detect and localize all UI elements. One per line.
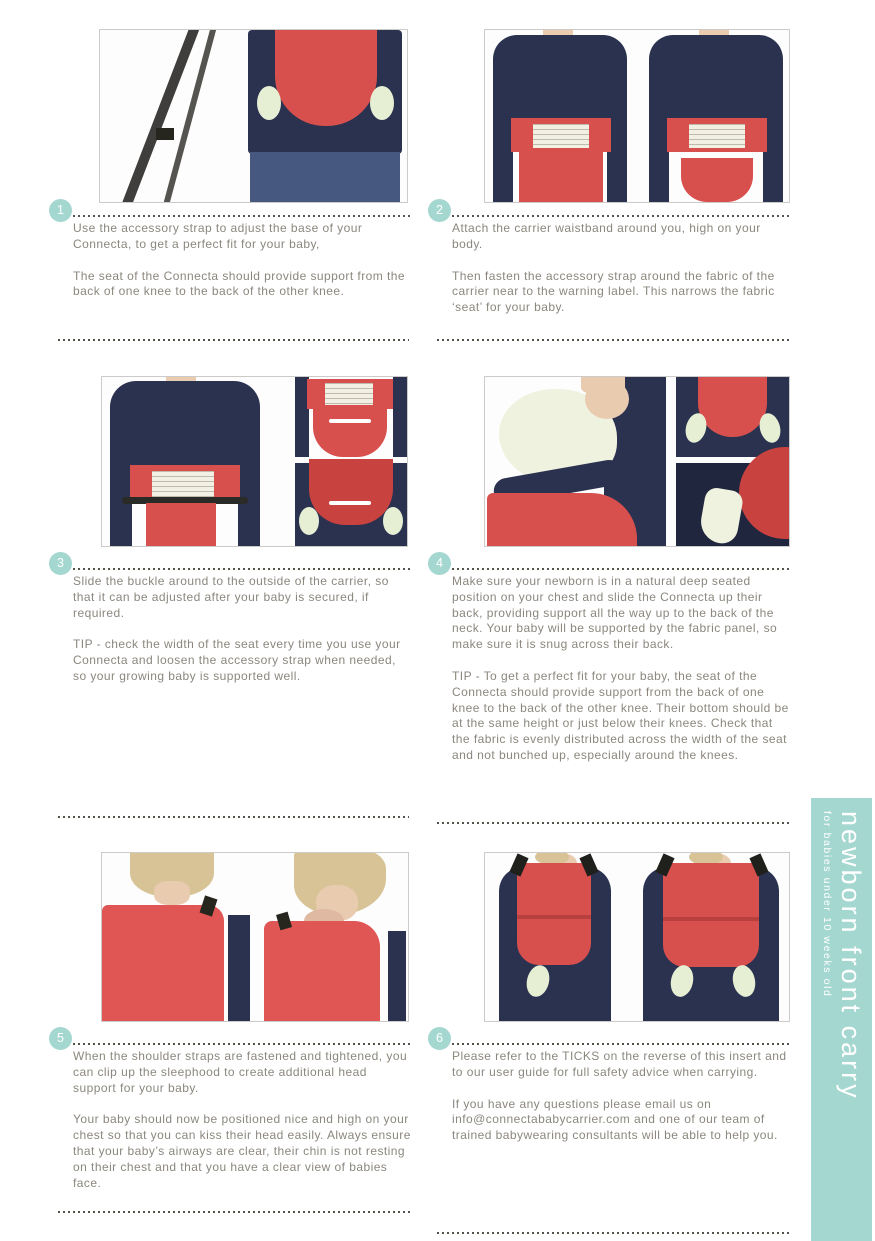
seat-width-marker [329, 419, 371, 423]
step-1-number-badge: 1 [49, 199, 72, 222]
sleephood-fold-figure [517, 915, 591, 919]
arm-figure [493, 120, 513, 202]
warning-label-figure [689, 124, 745, 148]
step-3-photo [101, 376, 408, 547]
sidebar-banner [811, 798, 872, 1241]
dotted-rule [437, 1232, 791, 1234]
arm-figure [388, 931, 406, 1021]
dotted-rule [73, 215, 410, 217]
step-3-paragraph-2: TIP - check the width of the seat every time you use your Connecta and loosen the accessory strap when needed, so your growing baby is supported well. [73, 637, 401, 683]
step-4-text [452, 574, 792, 780]
page-subtitle: for babies under 10 weeks old [821, 811, 833, 998]
carrier-panel-figure [102, 905, 224, 1021]
carrier-fabric-figure [519, 150, 603, 202]
step-2-paragraph-1: Attach the carrier waistband around you, high on your body. [452, 221, 761, 251]
step-2-photo [484, 29, 790, 203]
carrier-fabric-figure [487, 493, 637, 546]
dotted-rule [58, 816, 409, 818]
warning-label-figure [533, 124, 589, 148]
carrier-panel-figure [517, 863, 591, 965]
step-3-text [73, 574, 411, 701]
baby-foot-figure [370, 86, 394, 120]
carrier-bundle-figure [275, 29, 377, 126]
step-3-paragraph-1: Slide the buckle around to the outside of the carrier, so that it can be adjusted after your baby is secured, if required. [73, 574, 389, 620]
step-5-number-badge: 5 [49, 1027, 72, 1050]
step-4-paragraph-2: TIP - To get a perfect fit for your baby, the seat of the Connecta should provide support from the back of one knee to the back of the other knee. Their bottom should be at the same height or just below their knees. Check that the fabric is evenly distributed across the width of the seat and not bunched up, especially around the knees. [452, 668, 789, 762]
step-1-paragraph-1: Use the accessory strap to adjust the base of your Connecta, to get a perfect fit for your baby, [73, 221, 363, 251]
jeans-figure [250, 152, 400, 202]
dotted-rule [437, 339, 791, 341]
step-6-photo [484, 852, 790, 1022]
step-5 [48, 852, 411, 1222]
dotted-rule [73, 1043, 410, 1045]
warning-label-figure [152, 471, 214, 497]
dotted-rule [452, 1043, 791, 1045]
dotted-rule [452, 215, 791, 217]
step-1-text [73, 221, 411, 316]
dotted-rule [437, 822, 791, 824]
step-4-paragraph-1: Make sure your newborn is in a natural deep seated position on your chest and slide the Connecta up their back, providing support all the way up to the back of the neck. Your baby will be supported by the fabric panel, so make sure it is snug across their back. [452, 574, 778, 652]
step-1-photo [99, 29, 408, 203]
carrier-fabric-figure [146, 503, 216, 546]
step-1-paragraph-2: The seat of the Connecta should provide support from the back of one knee to the back of the other knee. [73, 268, 406, 299]
step-6-number-badge: 6 [428, 1027, 451, 1050]
dotted-rule [73, 568, 410, 570]
step-6-paragraph-1: Please refer to the TICKS on the reverse of this insert and to our user guide for full safety advice when carrying. [452, 1049, 787, 1079]
strap-buckle-figure [156, 128, 174, 140]
step-2-paragraph-2: Then fasten the accessory strap around the fabric of the carrier near to the warning label. This narrows the fabric ‘seat’ for your baby. [452, 268, 775, 315]
step-4 [427, 376, 792, 831]
page-title: newborn front carry [836, 811, 866, 1101]
wearer-torso-figure [110, 381, 260, 477]
dotted-rule [58, 1211, 411, 1213]
sleephood-fold-figure [663, 917, 759, 921]
carrier-seat-figure [309, 459, 393, 525]
wearer-torso-figure [649, 35, 783, 129]
gathered-seat-figure [313, 409, 387, 457]
step-5-photo [101, 852, 409, 1022]
parent-neck-figure [154, 881, 190, 905]
arm-figure [228, 915, 250, 1021]
step-4-photo [484, 376, 790, 547]
step-6-text [452, 1049, 792, 1160]
step-2-number-badge: 2 [428, 199, 451, 222]
step-3 [48, 376, 411, 826]
arm-figure [238, 469, 260, 546]
step-6 [427, 852, 792, 1241]
step-5-text [73, 1049, 411, 1207]
arm-figure [649, 120, 669, 202]
wearer-torso-figure [493, 35, 627, 129]
step-2-text [452, 221, 792, 332]
step-4-number-badge: 4 [428, 552, 451, 575]
arm-figure [110, 469, 132, 546]
baby-foot-figure [257, 86, 281, 120]
warning-label-figure [325, 383, 373, 405]
arm-figure [393, 377, 407, 457]
step-6-paragraph-2: If you have any questions please email us on info@connectababycarrier.com and one of our team of trained babywearing consultants will be able to help you. [452, 1096, 778, 1143]
baby-foot-figure [299, 507, 319, 535]
step-3-number-badge: 3 [49, 552, 72, 575]
dotted-rule [452, 568, 791, 570]
gathered-seat-figure [681, 158, 753, 202]
baby-head-figure [585, 379, 629, 419]
seat-width-marker [329, 501, 371, 505]
carrier-panel-figure [663, 863, 759, 967]
step-5-paragraph-2: Your baby should now be positioned nice and high on your chest so that you can kiss their head easily. Always ensure that your baby’s airways are clear, their chin is not resting on their chest and that you have a clear view of babies face. [73, 1112, 411, 1190]
baby-foot-figure [383, 507, 403, 535]
step-5-paragraph-1: When the shoulder straps are fastened and tightened, you can clip up the sleephood to create additional head support for your baby. [73, 1049, 408, 1095]
step-2 [427, 29, 792, 349]
dotted-rule [58, 339, 409, 341]
step-1 [48, 29, 411, 349]
carrier-panel-figure [264, 921, 380, 1021]
